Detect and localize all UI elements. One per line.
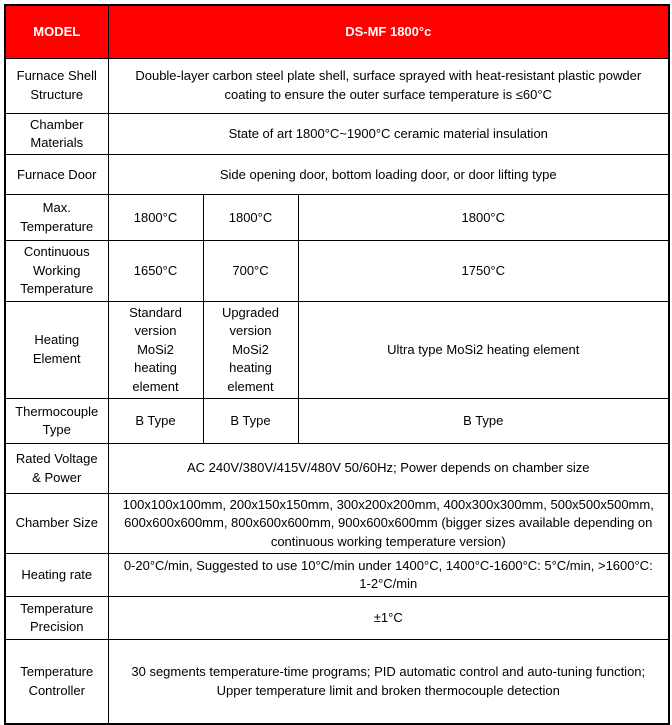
table-row — [5, 241, 669, 301]
table-row — [5, 399, 669, 444]
row-label: Temperature Controller — [5, 640, 108, 724]
row-value-upgraded: 1800°C — [203, 195, 298, 241]
row-value: 100x100x100mm, 200x150x150mm, 300x200x200mm, 400x300x300mm, 500x500x500mm, 600x600x600mm, 800x600x600mm, 900x600x600mm (bigger sizes available depending on continuous working temperature version) — [108, 494, 669, 554]
row-value-standard: Standard version MoSi2 heating element — [108, 301, 203, 398]
row-value: Side opening door, bottom loading door, or door lifting type — [108, 155, 669, 195]
row-label: Chamber Size — [5, 494, 108, 554]
row-value: State of art 1800°C~1900°C ceramic material insulation — [108, 113, 669, 155]
table-row — [5, 301, 669, 398]
table-header-row — [5, 5, 669, 58]
row-label: Furnace Shell Structure — [5, 58, 108, 113]
row-label: Temperature Precision — [5, 597, 108, 640]
model-header-label: MODEL — [5, 5, 108, 58]
row-value-ultra: Ultra type MoSi2 heating element — [298, 301, 669, 398]
row-value: Double-layer carbon steel plate shell, surface sprayed with heat-resistant plastic powder coating to ensure the outer surface temperature is ≤60°C — [108, 58, 669, 113]
table-row — [5, 58, 669, 113]
row-label: Heating rate — [5, 554, 108, 597]
row-label: Continuous Working Temperature — [5, 241, 108, 301]
row-value-upgraded: 700°C — [203, 241, 298, 301]
row-label: Rated Voltage & Power — [5, 444, 108, 494]
table-row — [5, 554, 669, 597]
row-value: AC 240V/380V/415V/480V 50/60Hz; Power depends on chamber size — [108, 444, 669, 494]
row-value-ultra: 1800°C — [298, 195, 669, 241]
table-row — [5, 640, 669, 724]
table-row — [5, 155, 669, 195]
row-label: Chamber Materials — [5, 113, 108, 155]
row-label: Heating Element — [5, 301, 108, 398]
table-row — [5, 195, 669, 241]
row-value: 30 segments temperature-time programs; PID automatic control and auto-tuning function; Upper temperature limit and broken thermocouple detection — [108, 640, 669, 724]
row-label: Furnace Door — [5, 155, 108, 195]
row-value-ultra: B Type — [298, 399, 669, 444]
row-label: Max. Temperature — [5, 195, 108, 241]
row-value: 0-20°C/min, Suggested to use 10°C/min under 1400°C, 1400°C-1600°C: 5°C/min, >1600°C: 1-2°C/min — [108, 554, 669, 597]
table-row — [5, 444, 669, 494]
row-value-upgraded: B Type — [203, 399, 298, 444]
row-value-upgraded: Upgraded version MoSi2 heating element — [203, 301, 298, 398]
row-value-standard: 1800°C — [108, 195, 203, 241]
row-value: ±1°C — [108, 597, 669, 640]
table-row — [5, 113, 669, 155]
table-row — [5, 494, 669, 554]
furnace-spec-table — [4, 4, 670, 725]
row-label: Thermocouple Type — [5, 399, 108, 444]
model-header-value: DS-MF 1800°c — [108, 5, 669, 58]
row-value-standard: B Type — [108, 399, 203, 444]
table-row — [5, 597, 669, 640]
row-value-standard: 1650°C — [108, 241, 203, 301]
row-value-ultra: 1750°C — [298, 241, 669, 301]
